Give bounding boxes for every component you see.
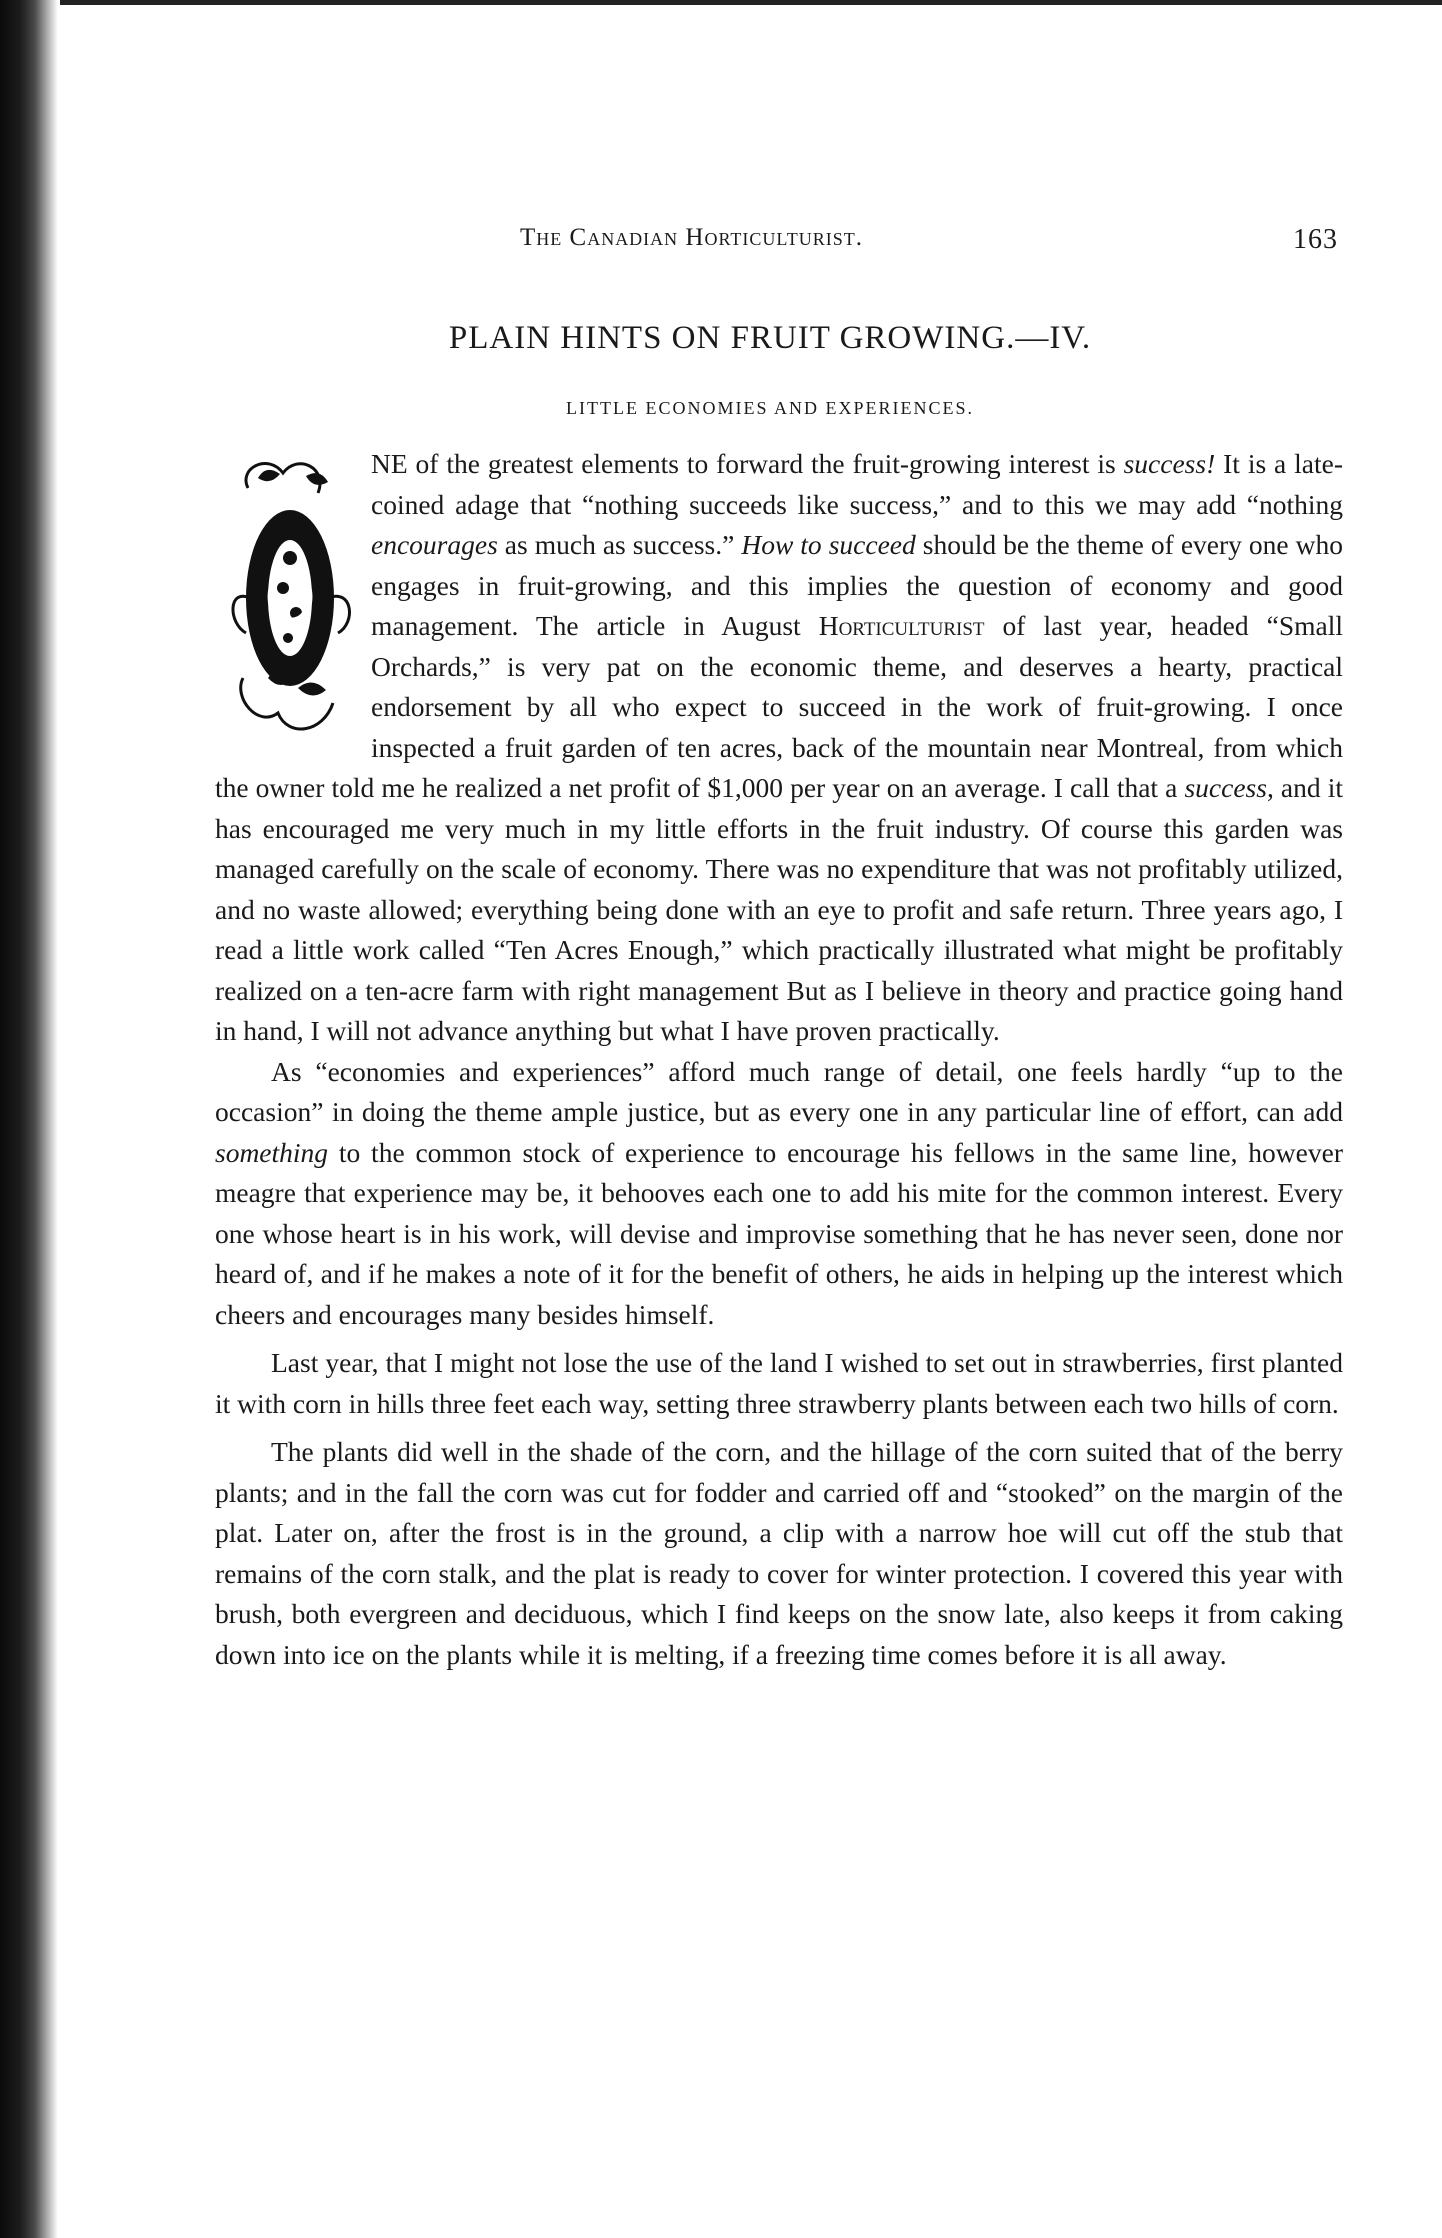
emphasis-text: encourages bbox=[371, 529, 498, 560]
paragraph-1 bbox=[215, 444, 1343, 1052]
text-run: as much as success.” bbox=[497, 529, 742, 560]
emphasis-text: something bbox=[215, 1136, 329, 1168]
text-run: to the common stock of experience to encourage his fellows in the same line, however meagre that experience may be, it behooves each one to add his mite for the common interest. Every one whose heart is in his work, will devise and improvise something that he has never seen, done nor heard of, and if he makes a note of it for the benefit of others, he aids in helping up the interest which cheers and encourages many besides himself. bbox=[215, 1136, 1343, 1330]
article-body bbox=[215, 444, 1343, 1675]
article-title: PLAIN HINTS ON FRUIT GROWING.—IV. bbox=[448, 320, 1092, 356]
emphasis-text: How to succeed bbox=[741, 529, 916, 560]
paragraph-2 bbox=[215, 1052, 1343, 1336]
paragraph-4: The plants did well in the shade of the corn, and the hillage of the corn suited that of the berry plants; and in the fall the corn was cut for fodder and carried off and “stooked” on the margin of the plat. Later on, after the frost is in the ground, a clip with a narrow hoe will cut off the stub that remains of the corn stalk, and the plat is ready to cover for winter protection. I covered this year with brush, both evergreen and deciduous, which I find keeps on the snow late, also keeps it from caking down into ice on the plants while it is melting, if a freezing time comes before it is all away. bbox=[215, 1436, 1343, 1670]
article-subtitle: LITTLE ECONOMIES AND EXPERIENCES. bbox=[566, 398, 974, 418]
running-head bbox=[470, 224, 1350, 264]
scanned-binding-edge bbox=[0, 0, 58, 2238]
text-run: As “economies and experiences” afford much range of detail, one feels hardly “up to the occasion” in doing the theme ample justice, but as every one in any particular line of effort, can add bbox=[215, 1055, 1343, 1127]
small-caps-text: Horticulturist bbox=[818, 610, 985, 641]
drop-cap-space bbox=[215, 444, 371, 766]
text-run: , and it has encouraged me very much in my little efforts in the fruit industry. Of course this garden was managed carefully on the scale of economy. There was no expenditure that was not profitably utilized, and no waste allowed; everything being done with an eye to profit and safe return. Three years ago, I read a little work called “Ten Acres Enough,” which practically illustrated what might be profitably realized on a ten-acre farm with right management But as I believe in theory and practice going hand in hand, I will not advance anything but what I have proven practically. bbox=[215, 772, 1343, 1046]
text-run: It is a late-coined adage that “nothing succeeds like success,” and to this we may add “nothing bbox=[371, 448, 1343, 520]
emphasis-text: success bbox=[1184, 772, 1267, 803]
text-run: should be the theme of every one who engages in fruit-growing, and this implies the question of economy and good management. The article in August bbox=[371, 529, 1343, 641]
drop-cap-letter: O bbox=[264, 559, 316, 636]
running-title: The Canadian Horticulturist. bbox=[520, 224, 863, 251]
emphasis-text: success! bbox=[1123, 448, 1216, 479]
text-run: of last year, headed “Small Orchards,” is very pat on the economic theme, and deserves a hearty, practical endorsement by all who expect to succeed in the work of fruit-growing. I once inspected a fruit garden of ten acres, back of the mountain near Montreal, from which the owner told me he realized a net profit of $1,000 per year on an average. I call that a bbox=[215, 610, 1343, 803]
paragraph-3: Last year, that I might not lose the use of the land I wished to set out in strawberries, first planted it with corn in hills three feet each way, setting three strawberry plants between each two hills of corn. bbox=[215, 1347, 1343, 1419]
page-number: 163 bbox=[1293, 224, 1338, 255]
text-run: NE of the greatest elements to forward the fruit-growing interest is bbox=[371, 448, 1124, 479]
scan-top-edge bbox=[60, 0, 1442, 5]
